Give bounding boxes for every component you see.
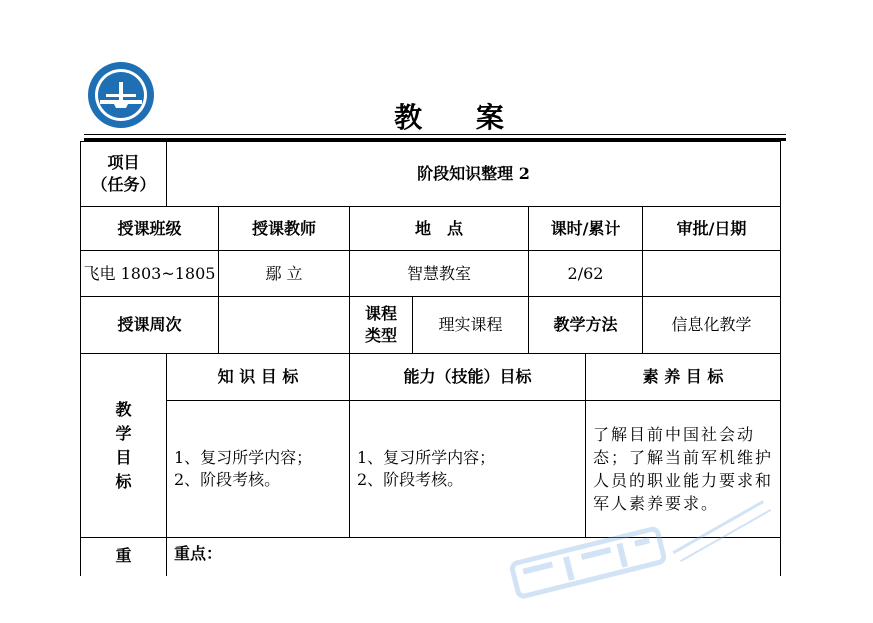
value-class: 飞电 1803~1805	[83, 263, 216, 283]
goal-header-skill: 能力（技能）目标	[403, 367, 532, 386]
header-teacher: 授课教师	[251, 218, 316, 238]
method-value: 信息化教学	[671, 315, 752, 334]
course-type-value: 理实课程	[438, 315, 503, 334]
week-label: 授课周次	[117, 315, 182, 334]
value-teacher: 鄢 立	[265, 263, 303, 283]
college-logo-icon	[86, 60, 156, 130]
header-hours: 课时/累计	[550, 218, 621, 238]
value-location: 智慧教室	[406, 263, 471, 283]
header-class: 授课班级	[117, 218, 182, 238]
goals-label: 教 学 目 标	[115, 399, 132, 491]
project-value: 阶段知识整理 2	[417, 164, 530, 183]
method-label: 教学方法	[553, 315, 618, 334]
course-type-label: 课程 类型	[364, 304, 397, 345]
key-points-label: 重点：	[174, 544, 223, 563]
project-label: 项目 （任务）	[91, 153, 156, 194]
header-location: 地 点	[414, 218, 463, 238]
value-hours: 2/62	[567, 263, 604, 283]
title-rule-thin	[84, 134, 786, 135]
week-value	[219, 297, 349, 353]
goal-header-quality: 素 养 目 标	[642, 367, 724, 386]
quality-goal-text: 了解目前中国社会动态；了解当前军机维护人员的职业能力要求和军人素养要求。	[593, 425, 774, 513]
key-label: 重	[115, 546, 132, 565]
header-approval: 审批/日期	[676, 218, 747, 238]
value-approval	[643, 251, 780, 296]
goal-header-knowledge: 知 识 目 标	[217, 367, 299, 386]
row-divider	[80, 537, 781, 538]
knowledge-goal-text: 1、复习所学内容； 2、阶段考核。	[174, 448, 313, 489]
skill-goal-text: 1、复习所学内容； 2、阶段考核。	[357, 448, 496, 489]
page-title: 教 案	[394, 101, 526, 134]
